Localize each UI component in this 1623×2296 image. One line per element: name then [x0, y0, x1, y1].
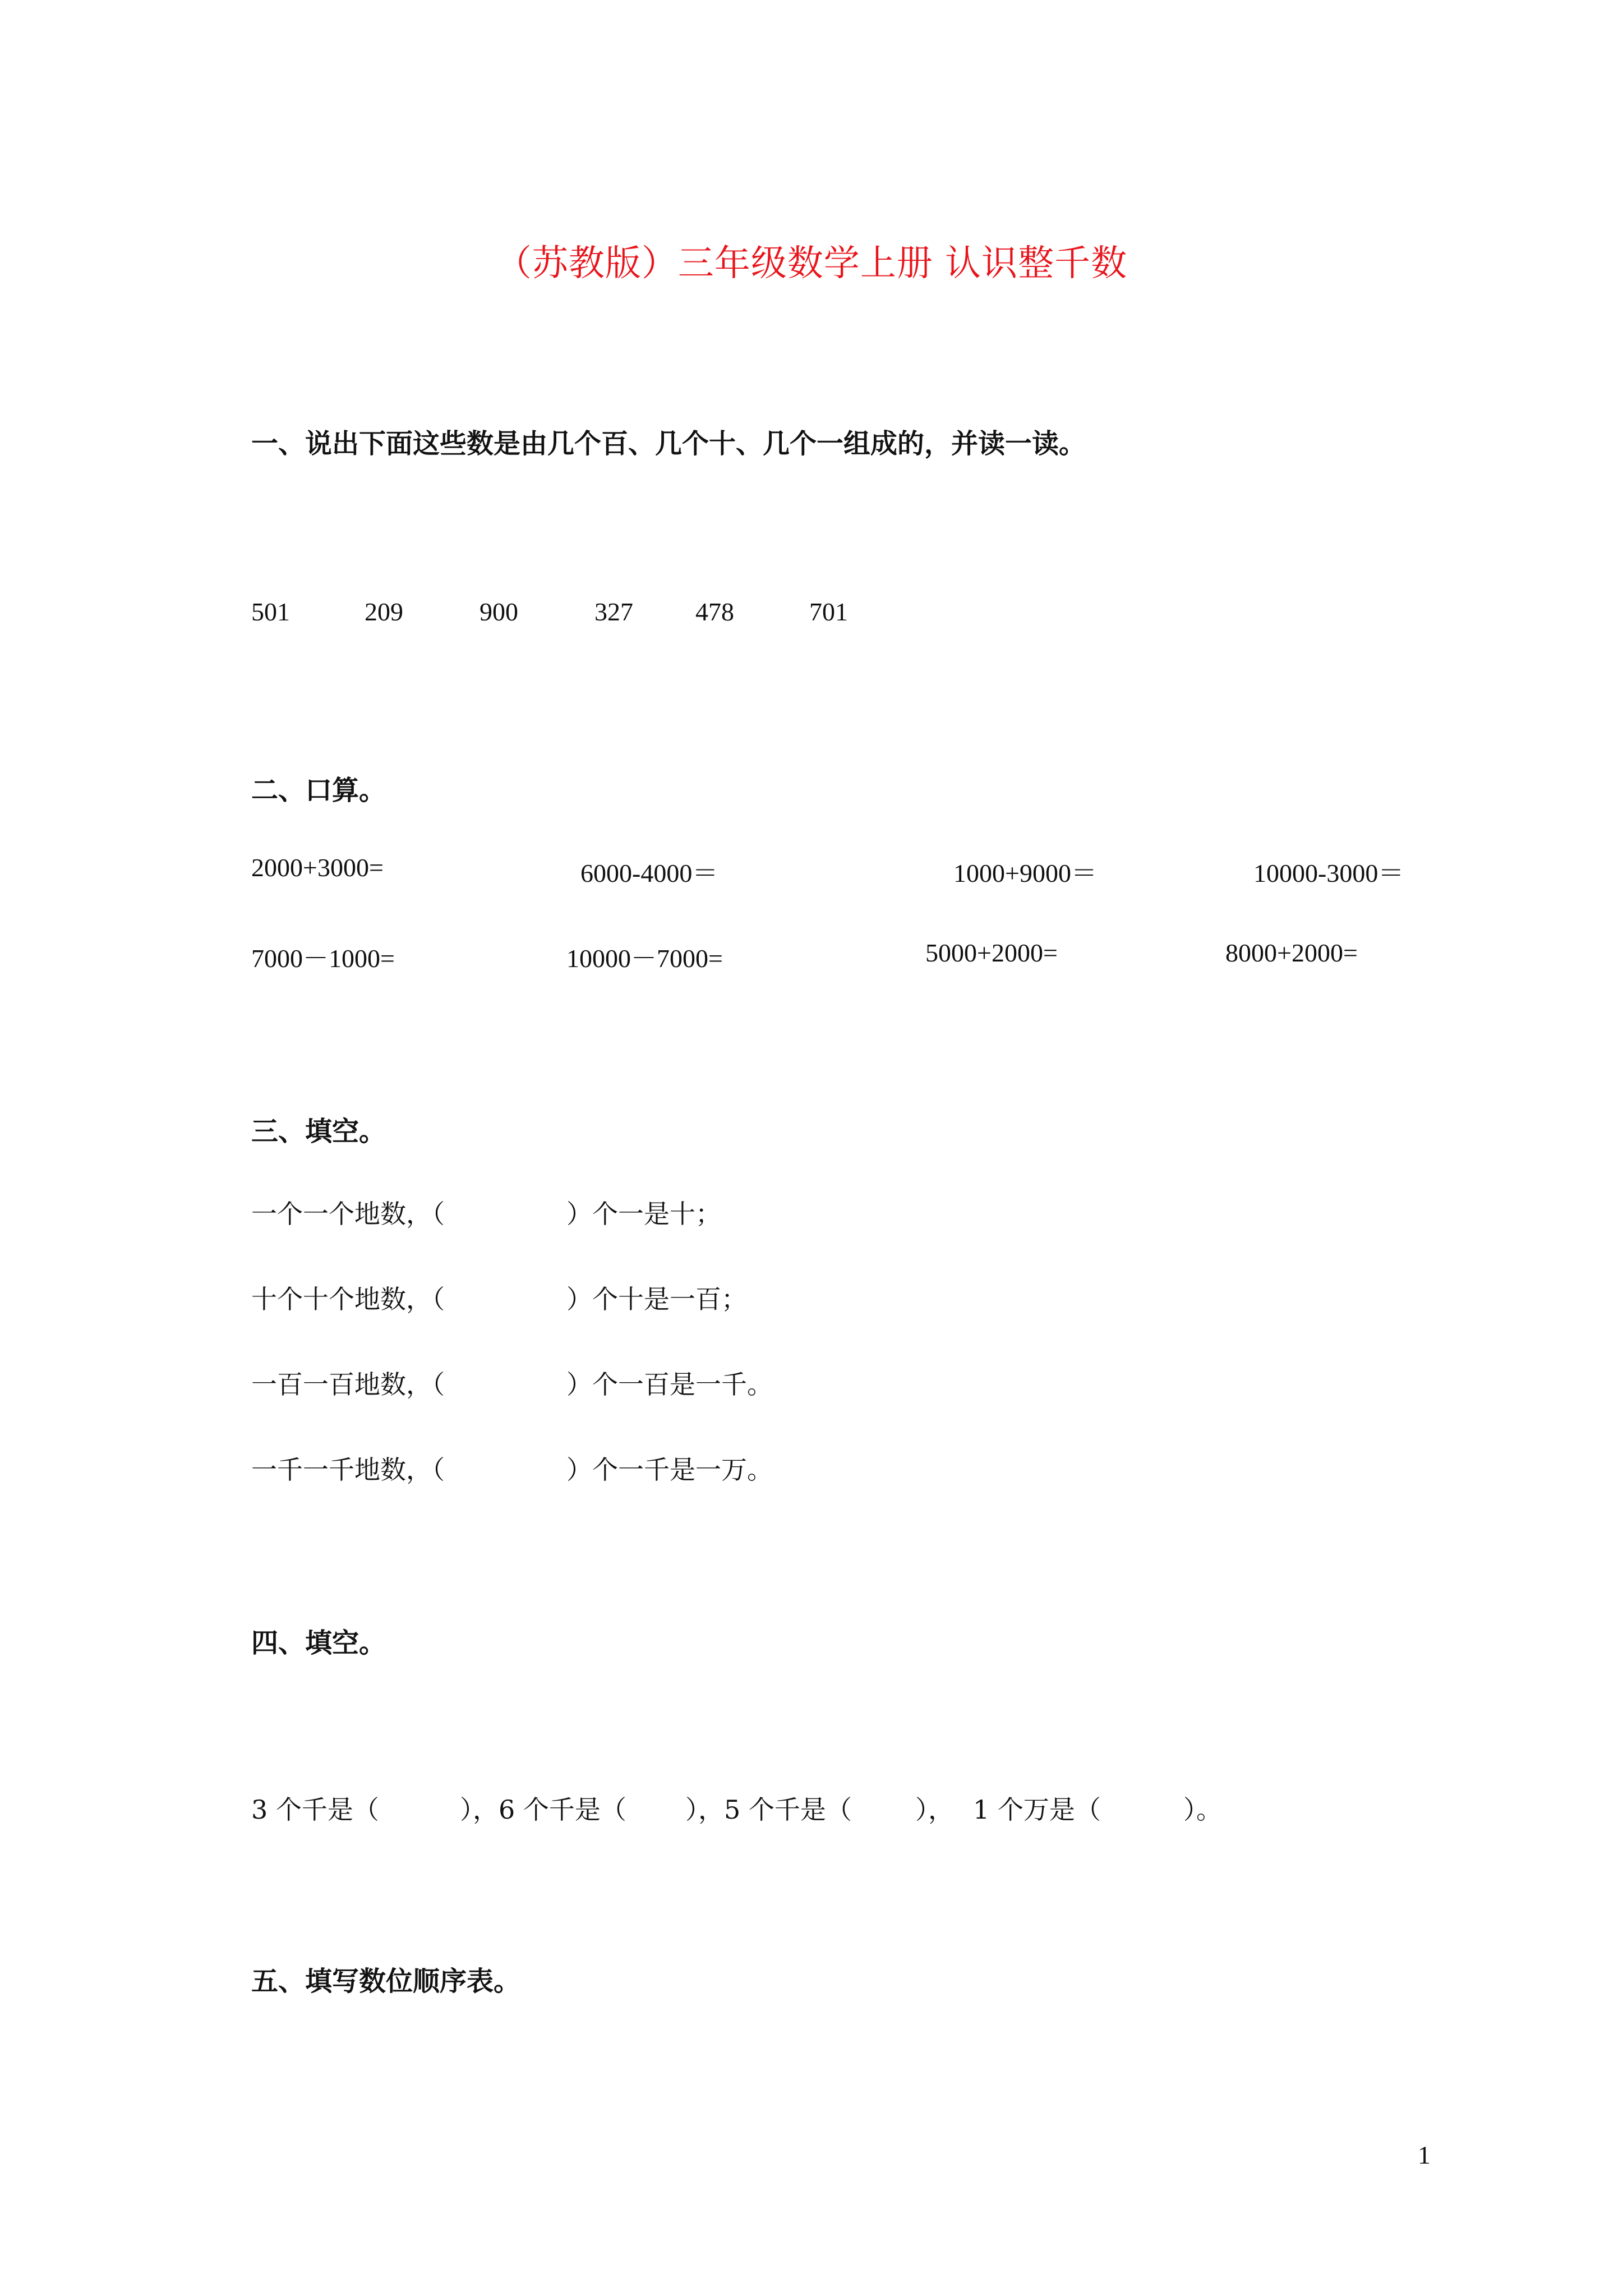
calc-problem: 1000+9000＝: [953, 859, 1097, 887]
calc-problem: 8000+2000=: [1225, 938, 1358, 967]
section-3-heading: 三、填空。: [251, 1116, 386, 1147]
page-number: 1: [1418, 2141, 1431, 2169]
number-item: 501: [251, 597, 290, 626]
calc-problem: 6000-4000＝: [580, 859, 718, 887]
section-2-heading: 二、口算。: [251, 775, 386, 806]
fill-blank-line-before: 一个一个地数，（: [251, 1199, 445, 1229]
number-item: 327: [594, 597, 633, 626]
section-1-heading: 一、说出下面这些数是由几个百、几个十、几个一组成的，并读一读。: [251, 428, 1086, 459]
fill-blank-part: 1 个万是（: [973, 1795, 1101, 1825]
fill-blank-line-after: ）个一千是一万。: [566, 1455, 773, 1485]
page-title: （苏教版）三年级数学上册 认识整千数: [495, 243, 1128, 284]
fill-blank-part: 3 个千是（: [251, 1795, 379, 1825]
fill-blank-part: ），6 个千是（: [460, 1795, 626, 1825]
calc-problem: 7000－1000=: [251, 944, 395, 973]
calc-problem: 2000+3000=: [251, 853, 384, 882]
number-item: 478: [695, 597, 734, 626]
number-item: 701: [809, 597, 848, 626]
fill-blank-line-before: 一百一百地数，（: [251, 1369, 445, 1400]
fill-blank-line-after: ）个一是十；: [566, 1199, 721, 1229]
fill-blank-part: ）。: [1183, 1795, 1222, 1825]
section-4-heading: 四、填空。: [251, 1627, 386, 1659]
calc-problem: 10000-3000＝: [1253, 859, 1404, 887]
fill-blank-part: ），5 个千是（: [685, 1795, 852, 1825]
number-item: 209: [365, 597, 403, 626]
fill-blank-line-before: 一千一千地数，（: [251, 1455, 445, 1485]
section-5-heading: 五、填写数位顺序表。: [251, 1966, 521, 1997]
number-item: 900: [479, 597, 518, 626]
fill-blank-part: ），: [915, 1795, 954, 1825]
fill-blank-line-before: 十个十个地数，（: [251, 1284, 445, 1314]
calc-problem: 10000－7000=: [566, 944, 723, 973]
fill-blank-line-after: ）个一百是一千。: [566, 1369, 773, 1400]
fill-blank-line-after: ）个十是一百；: [566, 1284, 747, 1314]
calc-problem: 5000+2000=: [925, 938, 1058, 967]
